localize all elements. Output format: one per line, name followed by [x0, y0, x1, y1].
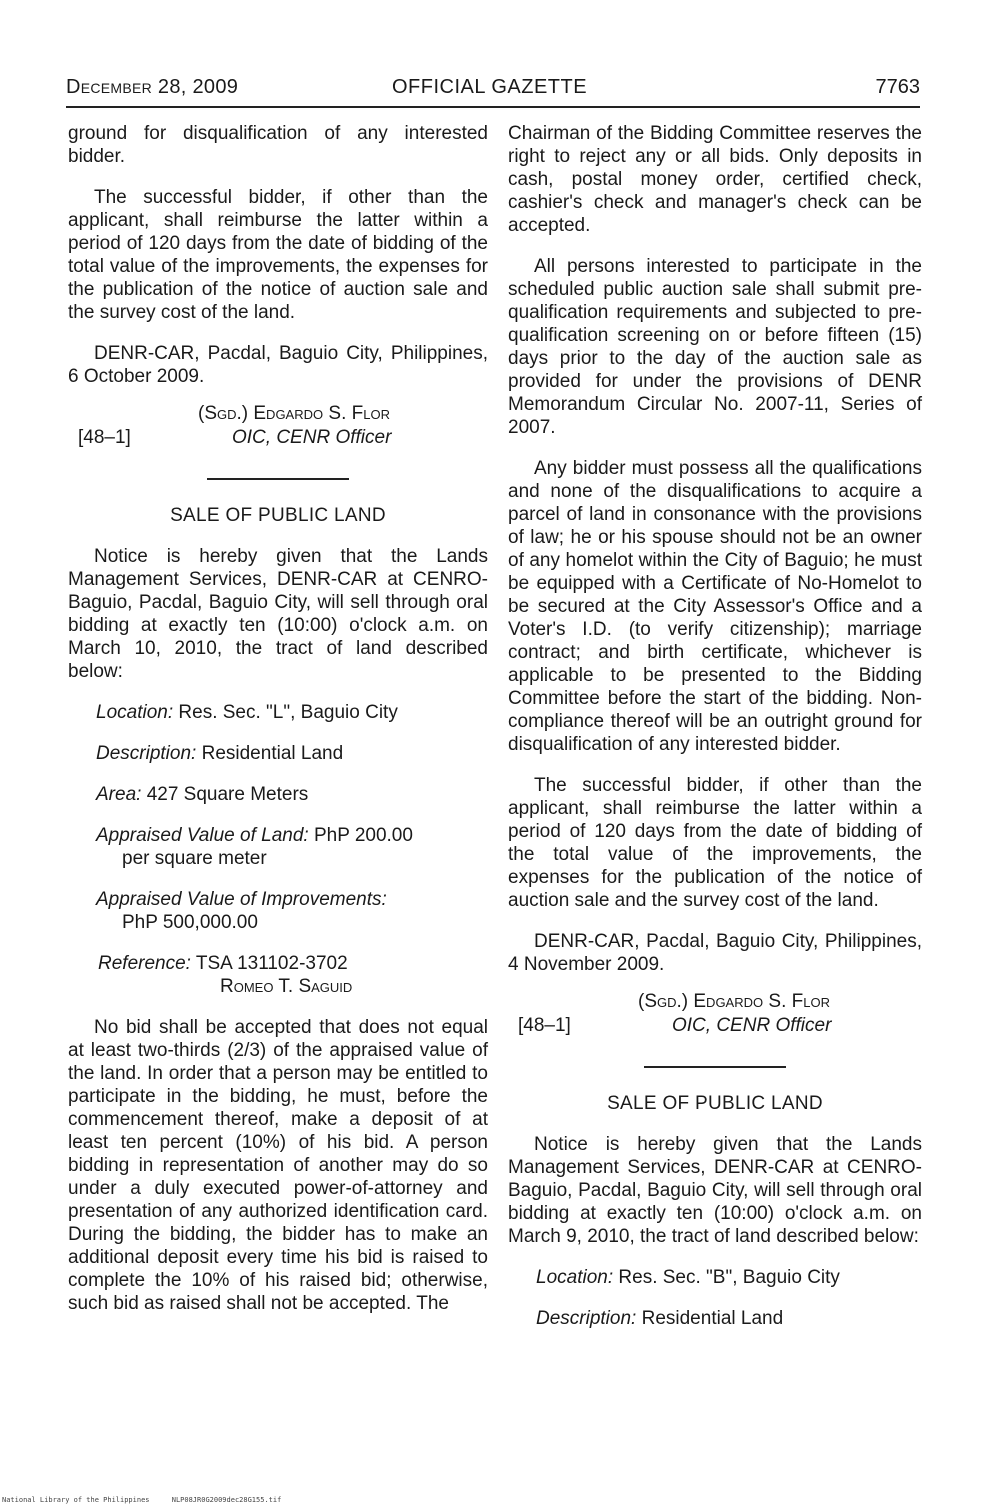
scan-footer	[2, 1496, 299, 1504]
location-field: Location: Res. Sec. "B", Baguio City	[536, 1267, 840, 1288]
bidding-rules-paragraph: No bid shall be accepted that does not equal at least two-thirds (2/3) of the appraised value of the land. In order that a person may be entitled to participate in the bidding, he must, before the commencement thereof, make a deposit of at least ten percent (10%) of his bid. A person bidding in representation of another may do so under a duly executed power-of-attorney and presentation of any authorized identification card. During the bidding, the bidder has to make an additional deposit every time his bid is raised to complete the 10% of his raised bid; otherwise, such bid as raised shall not be accepted. The	[68, 1017, 488, 1314]
paragraph: The successful bidder, if other than the applicant, shall reimburse the latter within a period of 120 days from the date of bidding of the total value of the improvements, the expenses for the publication of the notice of auction sale and the survey cost of the land.	[508, 775, 922, 911]
paragraph: Any bidder must possess all the qualifications and none of the disqualifications to acquire a parcel of land in consonance with the provisions of law; he or his spouse should not be an owner of any homelot within the City of Baguio; he must be equipped with a Certificate of No-Homelot to be secured at the City Assessor's Office and a Voter's I.D. (to verify citizenship); marriage contract; and birth certificate, whichever is applicable to be presented to the Bidding Committee before the start of the bidding. Non-compliance thereof will be an outright ground for disqualification of any interested bidder.	[508, 458, 922, 755]
notice-reference: [48–1]	[78, 427, 131, 448]
land-value-field: Appraised Value of Land: PhP 200.00 per square meter	[96, 825, 413, 869]
reference-field: Reference: TSA 131102-3702 Romeo T. Saguid	[98, 953, 353, 997]
area-field: Area: 427 Square Meters	[96, 784, 309, 805]
library-credit: National Library of the Philippines	[2, 1496, 150, 1504]
page-header	[66, 76, 920, 106]
section-heading: SALE OF PUBLIC LAND	[170, 505, 386, 526]
paragraph: The successful bidder, if other than the applicant, shall reimburse the latter within a period of 120 days from the date of bidding of the total value of the improvements, the expenses for the publication of the notice of auction sale and the survey cost of the land.	[68, 187, 488, 323]
right-column	[508, 122, 922, 1330]
place-and-date: DENR-CAR, Pacdal, Baguio City, Philippines, 4 November 2009.	[508, 931, 922, 975]
signature-block	[508, 990, 922, 1040]
signature-block	[68, 402, 488, 452]
scan-filename: NLP08JR0G2009dec28G155.tif	[171, 1496, 282, 1504]
publication-title: OFFICIAL GAZETTE	[392, 76, 588, 98]
description-field: Description: Residential Land	[536, 1308, 784, 1329]
place-and-date: DENR-CAR, Pacdal, Baguio City, Philippines, 6 October 2009.	[68, 343, 488, 387]
signatory-office: OIC, CENR Officer	[232, 427, 392, 448]
notice-reference: [48–1]	[518, 1015, 571, 1036]
description-field: Description: Residential Land	[96, 743, 344, 764]
section-divider	[207, 478, 349, 480]
page-number: 7763	[875, 76, 920, 98]
improvements-value-field: Appraised Value of Improvements: PhP 500,000.00	[96, 889, 387, 933]
section-divider	[644, 1066, 786, 1068]
header-rule	[66, 106, 920, 108]
left-column	[68, 122, 488, 1315]
section-heading: SALE OF PUBLIC LAND	[607, 1093, 823, 1114]
signatory-office: OIC, CENR Officer	[672, 1015, 832, 1036]
paragraph: Chairman of the Bidding Committee reserves the right to reject any or all bids. Only deposits in cash, postal money order, certified check, cashier's check and manager's check can be accepted.	[508, 123, 922, 236]
paragraph: ground for disqualification of any interested bidder.	[68, 123, 488, 167]
notice-paragraph: Notice is hereby given that the Lands Management Services, DENR-CAR at CENRO-Baguio, Pacdal, Baguio City, will sell through oral bidding at exactly ten (10:00) o'clock a.m. on March 10, 2010, the tract of land described below:	[68, 546, 488, 682]
paragraph: All persons interested to participate in the scheduled public auction sale shall submit pre-qualification requirements and subjected to pre-qualification screening on or before fifteen (15) days prior to the day of the auction sale as provided for under the provisions of DENR Memorandum Circular No. 2007-11, Series of 2007.	[508, 256, 922, 438]
issue-date: December 28, 2009	[66, 76, 239, 98]
notice-paragraph: Notice is hereby given that the Lands Management Services, DENR-CAR at CENRO-Baguio, Pacdal, Baguio City, will sell through oral bidding at exactly ten (10:00) o'clock a.m. on March 9, 2010, the tract of land described below:	[508, 1134, 922, 1247]
signatory-name: (Sgd.) Edgardo S. Flor	[638, 991, 830, 1012]
signatory-name: (Sgd.) Edgardo S. Flor	[198, 403, 390, 424]
location-field: Location: Res. Sec. "L", Baguio City	[96, 702, 398, 723]
